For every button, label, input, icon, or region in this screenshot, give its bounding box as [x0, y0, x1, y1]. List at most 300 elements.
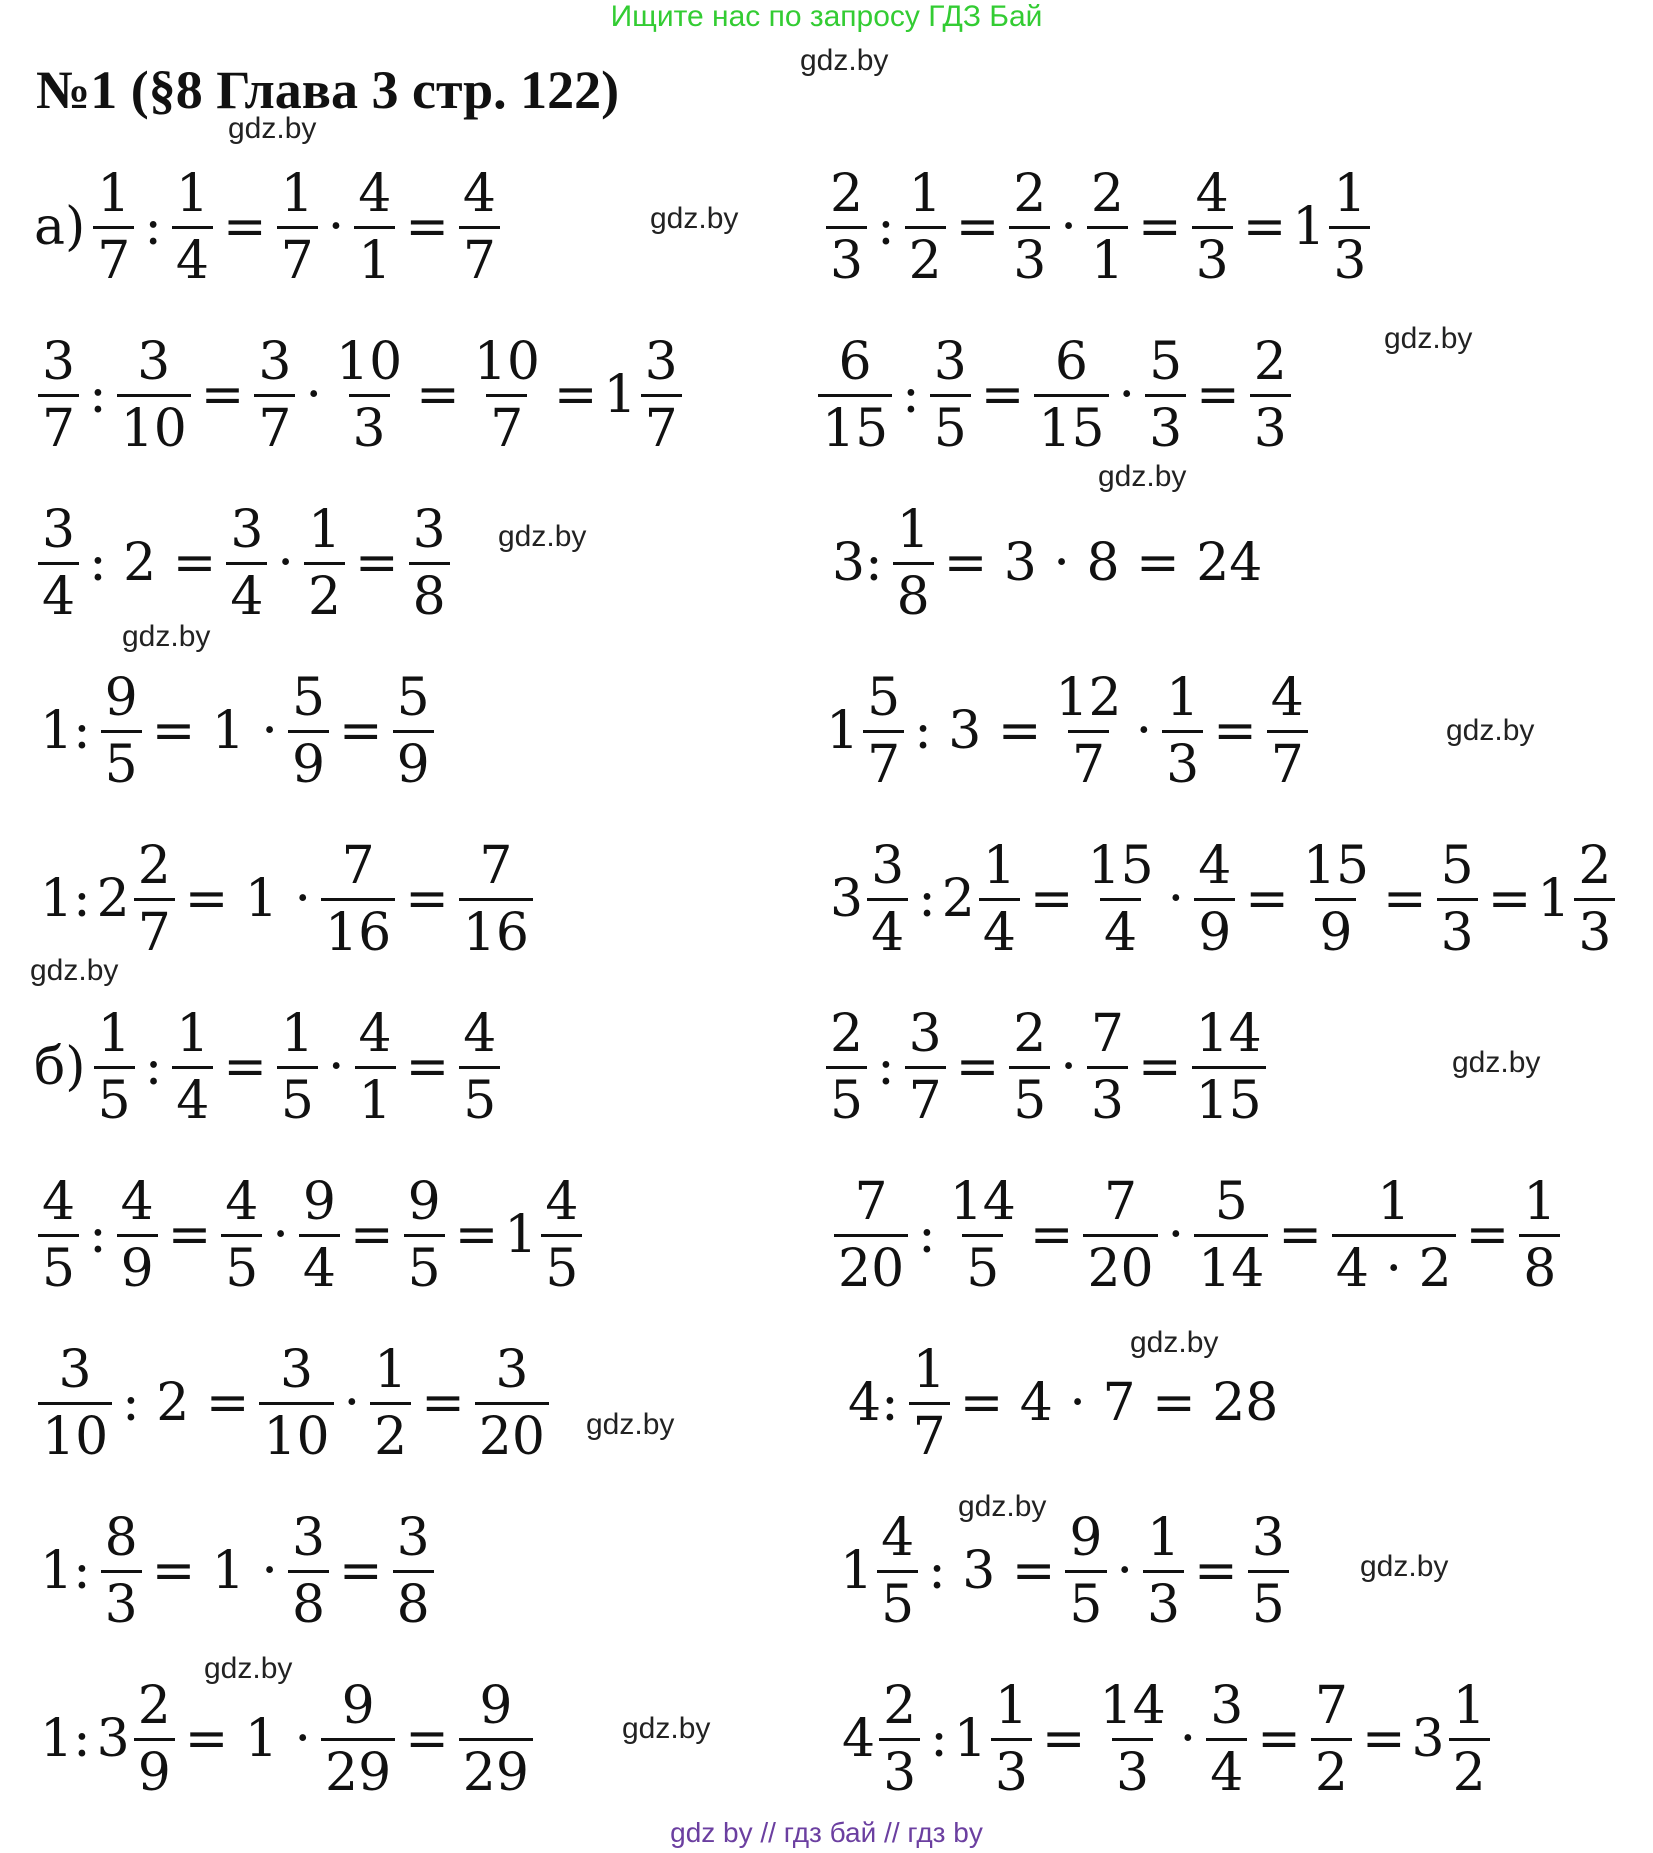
- operator: : 2 =: [89, 533, 217, 593]
- watermark: gdz.by: [622, 1712, 711, 1745]
- denominator: 4 · 2: [1332, 1234, 1456, 1301]
- equation: [822, 152, 1374, 302]
- equation: [34, 992, 504, 1142]
- numerator: 1: [908, 163, 942, 224]
- denominator: 4: [226, 562, 267, 629]
- numerator: 4: [463, 1003, 497, 1064]
- numerator: 3: [291, 1507, 326, 1568]
- operator: ·: [1135, 701, 1153, 761]
- operator: 1:: [40, 869, 91, 929]
- numerator: 3: [279, 1339, 314, 1400]
- numerator: 4: [462, 163, 496, 224]
- denominator: 9: [1315, 898, 1356, 965]
- numerator: 9: [1069, 1507, 1103, 1568]
- denominator: 7: [486, 394, 527, 461]
- fraction: [459, 1674, 533, 1805]
- fraction: [1449, 1674, 1490, 1805]
- operator: =: [1213, 701, 1257, 761]
- fraction: [354, 162, 395, 293]
- fraction: [1206, 1674, 1247, 1805]
- operator: ·: [1167, 1205, 1185, 1265]
- denominator: 8: [409, 562, 450, 629]
- whole-part: 1: [603, 365, 637, 425]
- fraction: [321, 834, 395, 965]
- numerator: 3: [871, 835, 905, 896]
- numerator: 1: [994, 1675, 1028, 1736]
- fraction: [38, 498, 79, 629]
- equation: [34, 152, 504, 302]
- operator: :: [902, 365, 920, 425]
- fraction: [101, 1506, 142, 1637]
- numerator: 1: [1333, 163, 1367, 224]
- denominator: 7: [909, 1402, 950, 1469]
- numerator: 2: [883, 1675, 917, 1736]
- denominator: 5: [38, 1234, 79, 1301]
- denominator: 7: [277, 226, 318, 293]
- denominator: 3: [1009, 226, 1050, 293]
- denominator: 20: [834, 1234, 908, 1301]
- operator: =: [1138, 197, 1182, 257]
- operator: :: [877, 1037, 895, 1097]
- fraction: [905, 162, 946, 293]
- numerator: 10: [336, 331, 403, 392]
- denominator: 5: [404, 1234, 445, 1301]
- fraction: [221, 1170, 262, 1301]
- operator: :: [930, 1709, 948, 1769]
- denominator: 5: [962, 1234, 1003, 1301]
- denominator: 5: [1248, 1570, 1289, 1637]
- fraction: [1192, 1002, 1266, 1133]
- denominator: 8: [288, 1570, 329, 1637]
- fraction: [1299, 834, 1373, 965]
- fraction: [1329, 162, 1370, 293]
- operator: = 1 ·: [151, 1541, 278, 1601]
- fraction: [877, 1506, 918, 1637]
- denominator: 5: [94, 1066, 135, 1133]
- fraction: [226, 498, 267, 629]
- denominator: 3: [1329, 226, 1370, 293]
- operator: =: [1245, 869, 1289, 929]
- operator: =: [1194, 1541, 1238, 1601]
- denominator: 7: [1068, 730, 1109, 797]
- equation: [840, 1496, 1293, 1646]
- denominator: 3: [1574, 898, 1615, 965]
- denominator: 9: [134, 1738, 175, 1805]
- denominator: 7: [93, 226, 134, 293]
- operator: ·: [1118, 365, 1136, 425]
- watermark: gdz.by: [1130, 1326, 1219, 1359]
- denominator: 5: [541, 1234, 582, 1301]
- denominator: 3: [1162, 730, 1203, 797]
- mixed-number: [842, 1674, 924, 1805]
- fraction: [879, 1674, 920, 1805]
- numerator: 3: [495, 1339, 529, 1400]
- operator: ·: [1167, 869, 1185, 929]
- operator: :: [89, 365, 107, 425]
- operator: ·: [272, 1205, 289, 1265]
- whole-part: 3: [1411, 1709, 1445, 1769]
- whole-part: 1: [504, 1205, 538, 1265]
- operator: 1:: [40, 701, 91, 761]
- numerator: 2: [830, 1003, 864, 1064]
- fraction: [893, 498, 934, 629]
- denominator: 2: [905, 226, 946, 293]
- fraction: [1519, 1170, 1560, 1301]
- denominator: 7: [459, 226, 500, 293]
- numerator: 1: [982, 835, 1016, 896]
- operator: =: [1487, 869, 1532, 929]
- numerator: 15: [1302, 835, 1370, 896]
- operator: :: [89, 1205, 107, 1265]
- fraction: [1087, 162, 1128, 293]
- numerator: 6: [1054, 331, 1088, 392]
- denominator: 5: [277, 1066, 318, 1133]
- denominator: 9: [393, 730, 434, 797]
- denominator: 16: [459, 898, 533, 965]
- fraction: [321, 1674, 395, 1805]
- fraction: [1065, 1506, 1106, 1637]
- denominator: 3: [349, 394, 390, 461]
- denominator: 3: [991, 1738, 1032, 1805]
- numerator: 1: [176, 1003, 210, 1064]
- watermark: gdz.by: [1098, 460, 1187, 493]
- fraction: [1095, 1674, 1169, 1805]
- mixed-number: [1292, 162, 1374, 293]
- fraction: [332, 330, 406, 461]
- numerator: 15: [1087, 835, 1154, 896]
- numerator: 7: [1314, 1675, 1348, 1736]
- fraction: [979, 834, 1020, 965]
- fraction: [1009, 1002, 1050, 1133]
- watermark: gdz.by: [1446, 714, 1535, 747]
- denominator: 3: [1143, 1570, 1184, 1637]
- operator: =: [1029, 1205, 1074, 1265]
- fraction: [1162, 666, 1203, 797]
- fraction: [94, 1002, 135, 1133]
- operator: :: [144, 197, 162, 257]
- denominator: 1: [354, 226, 395, 293]
- whole-part: 3: [830, 869, 864, 929]
- numerator: 3: [412, 499, 446, 560]
- denominator: 10: [117, 394, 191, 461]
- equation: [34, 1160, 586, 1310]
- numerator: 4: [545, 1171, 579, 1232]
- numerator: 14: [1099, 1675, 1166, 1736]
- denominator: 3: [1192, 226, 1233, 293]
- whole-part: 1: [1292, 197, 1326, 257]
- numerator: 5: [1440, 835, 1474, 896]
- operator: :: [877, 197, 895, 257]
- denominator: 16: [321, 898, 395, 965]
- fraction: [1145, 330, 1186, 461]
- part-label: а): [34, 197, 86, 257]
- operator: =: [350, 1205, 394, 1265]
- fraction: [1194, 834, 1235, 965]
- denominator: 3: [879, 1738, 920, 1805]
- operator: = 3 · 8 = 24: [943, 533, 1263, 593]
- denominator: 9: [288, 730, 329, 797]
- fraction: [409, 498, 450, 629]
- operator: =: [1278, 1205, 1322, 1265]
- numerator: 1: [1147, 1507, 1181, 1568]
- fraction: [1437, 834, 1478, 965]
- equation: [842, 1328, 1284, 1478]
- fraction: [459, 162, 500, 293]
- operator: : 2 =: [122, 1373, 250, 1433]
- fraction: [370, 1338, 411, 1469]
- watermark: gdz.by: [228, 112, 317, 145]
- denominator: 5: [459, 1066, 500, 1133]
- numerator: 4: [1195, 163, 1229, 224]
- denominator: 4: [38, 562, 79, 629]
- denominator: 7: [905, 1066, 946, 1133]
- mixed-number: [97, 834, 179, 965]
- denominator: 2: [370, 1402, 411, 1469]
- denominator: 5: [877, 1570, 918, 1637]
- numerator: 3: [42, 331, 76, 392]
- numerator: 1: [1377, 1171, 1411, 1232]
- fraction: [541, 1170, 582, 1301]
- equation: [830, 1160, 1564, 1310]
- operator: 3:: [832, 533, 883, 593]
- operator: =: [454, 1205, 499, 1265]
- numerator: 1: [175, 163, 210, 224]
- fraction: [1250, 330, 1291, 461]
- operator: =: [405, 1709, 449, 1769]
- numerator: 5: [1149, 331, 1183, 392]
- fraction: [1009, 162, 1050, 293]
- denominator: 1: [1087, 226, 1128, 293]
- fraction: [946, 1170, 1020, 1301]
- operator: 1:: [40, 1541, 91, 1601]
- fraction: [834, 1170, 908, 1301]
- denominator: 7: [863, 730, 904, 797]
- denominator: 2: [304, 562, 345, 629]
- numerator: 7: [1090, 1003, 1125, 1064]
- operator: ·: [327, 1037, 345, 1097]
- numerator: 8: [104, 1507, 138, 1568]
- operator: =: [1361, 1709, 1406, 1769]
- equation: [822, 992, 1270, 1142]
- denominator: 3: [101, 1570, 142, 1637]
- operator: =: [355, 533, 399, 593]
- numerator: 2: [1013, 1003, 1047, 1064]
- numerator: 1: [97, 1003, 131, 1064]
- fraction: [459, 1002, 500, 1133]
- denominator: 7: [641, 394, 682, 461]
- denominator: 9: [1194, 898, 1235, 965]
- denominator: 5: [826, 1066, 867, 1133]
- fraction: [818, 330, 892, 461]
- numerator: 2: [137, 1675, 171, 1736]
- operator: =: [223, 1037, 267, 1097]
- operator: ·: [1060, 1037, 1077, 1097]
- watermark: gdz.by: [586, 1408, 675, 1441]
- numerator: 2: [137, 835, 171, 896]
- denominator: 14: [1194, 1234, 1268, 1301]
- numerator: 7: [479, 835, 513, 896]
- fraction: [470, 330, 544, 461]
- watermark: gdz.by: [204, 1652, 293, 1685]
- fraction: [288, 666, 329, 797]
- watermark: gdz.by: [650, 202, 739, 235]
- numerator: 14: [1195, 1003, 1262, 1064]
- operator: =: [167, 1205, 212, 1265]
- fraction: [1192, 162, 1233, 293]
- fraction: [1311, 1674, 1352, 1805]
- numerator: 1: [280, 1003, 314, 1064]
- fraction: [355, 1002, 396, 1133]
- fraction: [905, 1002, 946, 1133]
- part-label: б): [34, 1037, 86, 1097]
- denominator: 4: [1100, 898, 1141, 965]
- fraction: [117, 1170, 158, 1301]
- operator: = 1 ·: [184, 869, 312, 929]
- numerator: 7: [854, 1171, 888, 1232]
- denominator: 5: [101, 730, 142, 797]
- operator: : 3 =: [914, 701, 1042, 761]
- denominator: 3: [1250, 394, 1291, 461]
- numerator: 1: [280, 163, 314, 224]
- fraction: [1248, 1506, 1289, 1637]
- operator: 4:: [848, 1373, 899, 1433]
- numerator: 7: [341, 835, 375, 896]
- denominator: 5: [221, 1234, 262, 1301]
- numerator: 4: [225, 1171, 259, 1232]
- operator: ·: [343, 1373, 361, 1433]
- numerator: 2: [1013, 163, 1047, 224]
- fraction: [93, 162, 134, 293]
- fraction: [909, 1338, 950, 1469]
- denominator: 3: [1087, 1066, 1128, 1133]
- denominator: 7: [1267, 730, 1308, 797]
- equation: [826, 656, 1312, 806]
- fraction: [277, 162, 318, 293]
- mixed-number: [826, 666, 908, 797]
- operator: : 3 =: [928, 1541, 1056, 1601]
- fraction: [172, 162, 213, 293]
- denominator: 20: [1083, 1234, 1157, 1301]
- whole-part: 4: [842, 1709, 876, 1769]
- equation: [34, 824, 537, 974]
- fraction: [1574, 834, 1615, 965]
- numerator: 10: [473, 331, 540, 392]
- equation: [826, 488, 1268, 638]
- numerator: 1: [1452, 1675, 1486, 1736]
- mixed-number: [604, 330, 686, 461]
- numerator: 3: [396, 1507, 430, 1568]
- numerator: 5: [867, 667, 901, 728]
- fraction: [299, 1170, 340, 1301]
- operator: =: [339, 1541, 383, 1601]
- footer-links: gdz by // гдз бай // гдз by: [670, 1817, 983, 1848]
- fraction: [1034, 330, 1108, 461]
- denominator: 4: [172, 226, 213, 293]
- denominator: 2: [1449, 1738, 1490, 1805]
- fraction: [1083, 1170, 1157, 1301]
- fraction: [38, 1338, 112, 1469]
- numerator: 4: [1270, 667, 1304, 728]
- operator: =: [200, 365, 245, 425]
- operator: ·: [327, 197, 345, 257]
- denominator: 4: [172, 1066, 213, 1133]
- operator: ·: [1179, 1709, 1197, 1769]
- numerator: 4: [1198, 835, 1232, 896]
- equation: [34, 320, 686, 470]
- numerator: 1: [1523, 1171, 1557, 1232]
- operator: =: [1383, 869, 1427, 929]
- fraction: [459, 834, 533, 965]
- numerator: 1: [912, 1339, 946, 1400]
- watermark: gdz.by: [1360, 1550, 1449, 1583]
- numerator: 3: [644, 331, 678, 392]
- equation: [830, 824, 1619, 974]
- operator: =: [405, 197, 449, 257]
- watermark: gdz.by: [1452, 1046, 1541, 1079]
- equation: [34, 488, 454, 638]
- numerator: 9: [341, 1675, 375, 1736]
- denominator: 20: [475, 1402, 549, 1469]
- numerator: 1: [1166, 667, 1200, 728]
- operator: =: [1196, 365, 1240, 425]
- whole-part: 3: [96, 1709, 130, 1769]
- denominator: 3: [826, 226, 867, 293]
- denominator: 15: [818, 394, 892, 461]
- whole-part: 1: [953, 1709, 987, 1769]
- fraction: [172, 1002, 213, 1133]
- numerator: 3: [258, 331, 292, 392]
- operator: ·: [1060, 197, 1077, 257]
- operator: =: [553, 365, 598, 425]
- denominator: 3: [1112, 1738, 1153, 1805]
- denominator: 9: [117, 1234, 158, 1301]
- numerator: 3: [42, 499, 76, 560]
- denominator: 5: [930, 394, 971, 461]
- denominator: 4: [299, 1234, 340, 1301]
- denominator: 1: [355, 1066, 396, 1133]
- denominator: 15: [1034, 394, 1108, 461]
- numerator: 4: [358, 1003, 392, 1064]
- mixed-number: [830, 834, 912, 965]
- denominator: 4: [867, 898, 908, 965]
- denominator: 3: [1145, 394, 1186, 461]
- operator: =: [416, 365, 460, 425]
- fraction: [826, 1002, 867, 1133]
- operator: =: [339, 701, 383, 761]
- top-banner: Ищите нас по запросу ГДЗ Бай: [610, 0, 1043, 33]
- operator: =: [1465, 1205, 1510, 1265]
- fraction: [393, 1506, 434, 1637]
- operator: =: [405, 869, 449, 929]
- numerator: 2: [1578, 835, 1612, 896]
- watermark: gdz.by: [498, 520, 587, 553]
- denominator: 8: [1519, 1234, 1560, 1301]
- denominator: 2: [1311, 1738, 1352, 1805]
- operator: :: [918, 869, 936, 929]
- equation: [34, 656, 438, 806]
- numerator: 9: [407, 1171, 441, 1232]
- fraction: [991, 1674, 1032, 1805]
- numerator: 5: [396, 667, 430, 728]
- numerator: 7: [1103, 1171, 1138, 1232]
- numerator: 3: [908, 1003, 942, 1064]
- mixed-number: [954, 1674, 1036, 1805]
- operator: =: [955, 197, 1000, 257]
- denominator: 10: [38, 1402, 112, 1469]
- whole-part: 2: [96, 869, 130, 929]
- operator: =: [421, 1373, 465, 1433]
- fraction: [867, 834, 908, 965]
